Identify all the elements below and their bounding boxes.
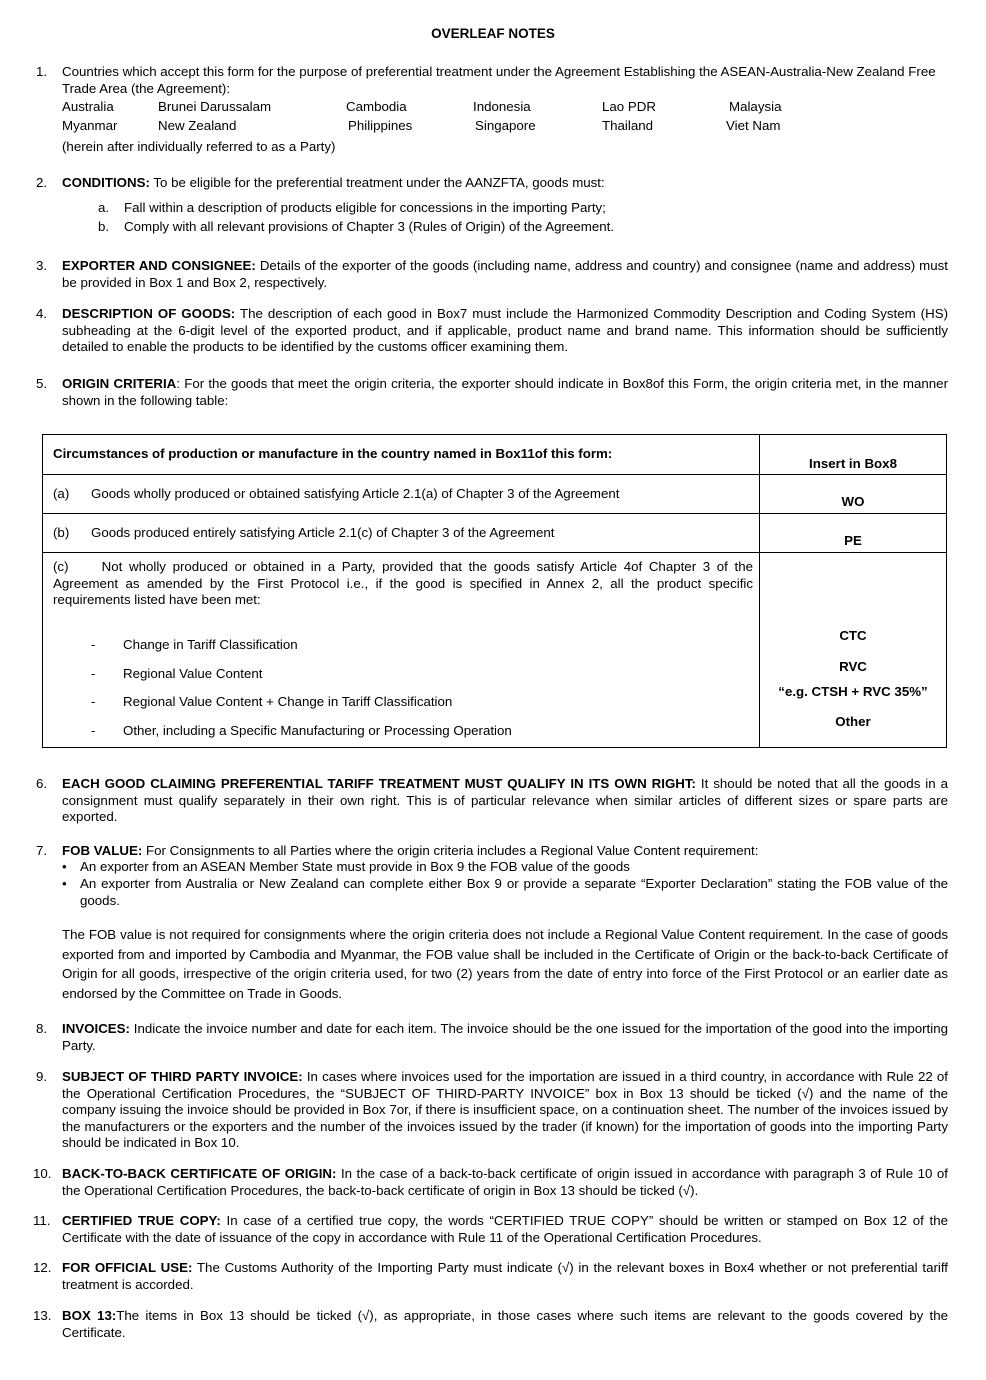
note-number: 2. [36,175,48,190]
note-number: 10. [33,1166,52,1181]
bullet-text: An exporter from Australia or New Zealand can complete either Box 9 or provide a separate “Exporter Declaration” stating the FOB value of the goods. [80,876,948,908]
note-text: BOX 13:The items in Box 13 should be ticked (√), as appropriate, in those cases where such items are relevant to the goods covered by the Certificate. [62,1308,948,1340]
list-item: Change in Tariff Classification [123,637,298,652]
list-item: Regional Value Content + Change in Tariff Classification [123,694,453,709]
table-header-cell [43,435,760,475]
table-cell [43,475,760,514]
criteria-code: “e.g. CTSH + RVC 35%” [778,684,928,699]
country: Myanmar [62,118,118,133]
dash: - [91,637,96,652]
table-row [43,553,947,748]
note-text: SUBJECT OF THIRD PARTY INVOICE: In cases where invoices used for the importation are issued in a third country, in accordance with Rule 22 of the Operational Certification Procedures, the “SUBJECT OF THIRD-PARTY INVOICE” box in Box 13 should be ticked (√) and the name of the company issuing the invoice should be provided in Box 7or, if there is insufficient space, on a continuation sheet. The number of the invoices issued by the manufacturers or the exporters and the number of the invoices issued by the trader (if known) for the importation of goods into the importing Party should be indicated in Box 10. [62,1069,948,1150]
note-text: INVOICES: Indicate the invoice number and date for each item. The invoice should be the one issued for the importation of the good into the importing Party. [62,1021,948,1053]
note-number: 11. [33,1213,51,1228]
note-text: FOR OFFICIAL USE: The Customs Authority of the Importing Party must indicate (√) in the relevant boxes in Box4 whether or not preferential tariff treatment is accorded. [62,1260,948,1292]
row-marker: (b) [53,525,70,540]
row-text: (c) Not wholly produced or obtained in a Party, provided that the goods satisfy Article 4of Chapter 3 of the Agreement as amended by the First Protocol i.e., if the good is specified in Annex 2, all the product specific requirements listed have been met: [53,559,753,607]
note-number: 4. [36,306,48,321]
note-text: DESCRIPTION OF GOODS: The description of each good in Box7 must include the Harmonized Commodity Description and Coding System (HS) subheading at the 6-digit level of the exported product, and if applicable, product name and brand name. This information should be sufficiently detailed to enable the products to be identified by the customs officer examining them. [62,306,949,354]
note-label: FOR OFFICIAL USE: [62,1260,193,1275]
criteria-code: CTC [839,628,867,643]
dash: - [91,723,96,738]
table-cell [760,553,947,748]
table-header-row [43,435,947,475]
criteria-code: WO [841,494,865,509]
note-text: CERTIFIED TRUE COPY: In case of a certified true copy, the words “CERTIFIED TRUE COPY” should be written or stamped on Box 12 of the Certificate with the date of issuance of the copy in accordance with Rule 11 of the Operational Certification Procedures. [62,1213,949,1245]
table-cell [760,475,947,514]
country: Malaysia [729,99,782,114]
country-row [0,118,986,135]
note-number: 5. [36,376,48,391]
table-header-cell [760,435,947,475]
list-item: Fall within a description of products eligible for concessions in the importing Party; [124,200,606,215]
list-item: Regional Value Content [123,666,263,681]
note-text: BACK-TO-BACK CERTIFICATE OF ORIGIN: In the case of a back-to-back certificate of origin issued in accordance with paragraph 3 of Rule 10 of the Operational Certification Procedures, the back-to-back certificate of origin in Box 13 should be ticked (√). [62,1166,948,1198]
list-item: Comply with all relevant provisions of Chapter 3 (Rules of Origin) of the Agreement. [124,219,614,234]
table-row [43,475,947,514]
note-label: EXPORTER AND CONSIGNEE: [62,258,256,273]
country: Philippines [348,118,413,133]
note-label: ORIGIN CRITERIA [62,376,177,391]
note-text: FOB VALUE: For Consignments to all Parties where the origin criteria includes a Regional Value Content requirement: [62,843,759,858]
note-text: Countries which accept this form for the purpose of preferential treatment under the Agreement Establishing the ASEAN-Australia-New Zealand Free Trade Area (the Agreement): [62,64,936,96]
fob-paragraph: The FOB value is not required for consignments where the origin criteria does not include a Regional Value Content requirement. In the case of goods exported from and imported by Cambodia and Myanmar, the FOB value shall be included in the Certificate of Origin or the back-to-back Certificate of Origin for all goods, irrespective of the origin criteria used, for two (2) years from the date of entry into force of the First Protocol or an earlier date as endorsed by the Committee on Trade in Goods. [62,927,948,1001]
table-row [43,514,947,553]
note-text: CONDITIONS: To be eligible for the preferential treatment under the AANZFTA, goods must: [62,175,605,190]
note-text: (herein after individually referred to as a Party) [62,139,336,154]
note-label: BOX 13: [62,1308,117,1323]
note-label: BACK-TO-BACK CERTIFICATE OF ORIGIN: [62,1166,337,1181]
note-text: EXPORTER AND CONSIGNEE: Details of the exporter of the goods (including name, address and country) and consignee (name and address) must be provided in Box 1 and Box 2, respectively. [62,258,949,290]
note-text: EACH GOOD CLAIMING PREFERENTIAL TARIFF TREATMENT MUST QUALIFY IN ITS OWN RIGHT: It should be noted that all the goods in a consignment must qualify separately in their own right. This is of particular relevance when similar articles of different sizes or spare parts are exported. [62,776,948,824]
page-title: OVERLEAF NOTES [431,26,555,41]
country: Singapore [475,118,536,133]
list-marker: b. [98,219,110,234]
table-cell [43,514,760,553]
country-row [0,99,986,116]
country: New Zealand [158,118,237,133]
note-number: 3. [36,258,48,273]
country: Lao PDR [602,99,656,114]
note-number: 12. [33,1260,52,1275]
origin-criteria-table [42,434,947,748]
country: Viet Nam [726,118,781,133]
row-marker: (c) [53,559,69,574]
table-header-text: Circumstances of production or manufacture in the country named in Box11of this form: [53,446,613,462]
list-item: Other, including a Specific Manufacturing or Processing Operation [123,723,512,738]
list-marker: a. [98,200,110,215]
table-header-text: Insert in Box8 [809,455,897,471]
country: Brunei Darussalam [158,99,272,114]
note-label: INVOICES: [62,1021,130,1036]
bullet-text: An exporter from an ASEAN Member State must provide in Box 9 the FOB value of the goods [80,859,630,874]
note-number: 9. [36,1069,48,1084]
note-label: FOB VALUE: [62,843,143,858]
country: Cambodia [346,99,407,114]
row-text: Goods wholly produced or obtained satisfying Article 2.1(a) of Chapter 3 of the Agreement [91,486,620,501]
note-label: DESCRIPTION OF GOODS: [62,306,236,321]
note-number: 8. [36,1021,48,1036]
note-text: ORIGIN CRITERIA: For the goods that meet the origin criteria, the exporter should indicate in Box8of this Form, the origin criteria met, in the manner shown in the following table: [62,376,949,408]
criteria-code: Other [835,714,871,729]
table-cell [43,553,760,748]
criteria-code: PE [844,533,862,548]
row-marker: (a) [53,486,70,501]
note-label: CERTIFIED TRUE COPY: [62,1213,221,1228]
note-number: 1. [36,64,48,79]
country: Thailand [602,118,654,133]
bullet: • [62,859,67,874]
note-number: 7. [36,843,48,858]
note-number: 13. [33,1308,52,1323]
table-cell [760,514,947,553]
note-label: EACH GOOD CLAIMING PREFERENTIAL TARIFF TREATMENT MUST QUALIFY IN ITS OWN RIGHT: [62,776,696,791]
note-label: CONDITIONS: [62,175,150,190]
row-text: Goods produced entirely satisfying Article 2.1(c) of Chapter 3 of the Agreement [91,525,555,540]
dash: - [91,694,96,709]
bullet: • [62,876,67,891]
dash: - [91,666,96,681]
note-number: 6. [36,776,48,791]
criteria-code: RVC [839,659,867,674]
note-label: SUBJECT OF THIRD PARTY INVOICE: [62,1069,303,1084]
country: Indonesia [473,99,531,114]
country: Australia [62,99,114,114]
